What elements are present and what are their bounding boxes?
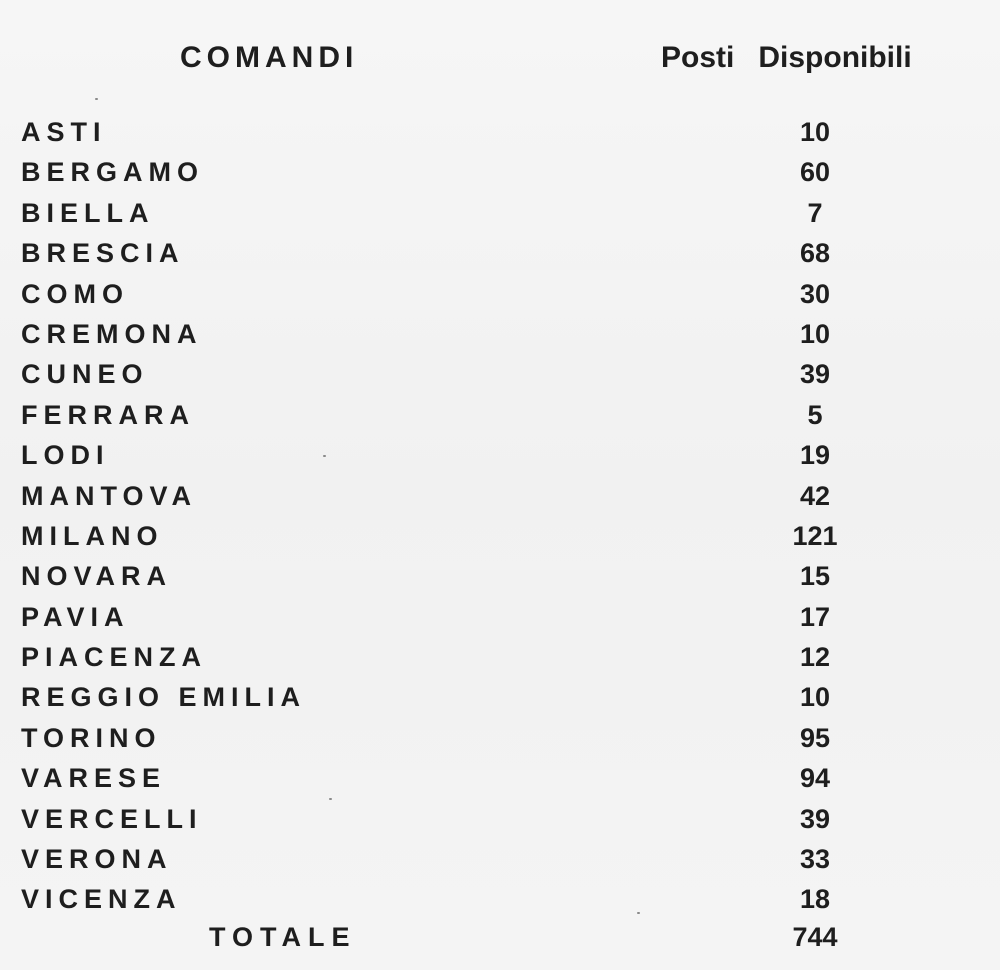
row-value: 12 — [799, 642, 831, 673]
column-header-posti: Posti — [661, 41, 735, 74]
row-value: 5 — [807, 399, 823, 430]
row-name: MANTOVA — [21, 480, 197, 511]
table-body — [0, 112, 1000, 920]
row-name: PAVIA — [21, 601, 130, 632]
row-name: VERONA — [21, 844, 173, 875]
row-name: VARESE — [21, 763, 167, 794]
row-value: 17 — [799, 601, 831, 632]
row-value: 10 — [799, 682, 831, 713]
table-row — [0, 839, 1000, 879]
row-name: BERGAMO — [21, 157, 204, 188]
total-label: TOTALE — [209, 922, 357, 952]
row-name: REGGIO EMILIA — [21, 682, 307, 713]
row-name: VICENZA — [21, 884, 182, 915]
table-row — [0, 233, 1000, 273]
table-row — [0, 799, 1000, 839]
total-value: 744 — [792, 922, 838, 952]
total-row — [0, 916, 1000, 958]
column-header-disponibili: Disponibili — [758, 41, 912, 74]
table-row — [0, 718, 1000, 758]
row-value: 19 — [799, 440, 831, 471]
row-name: CUNEO — [21, 359, 149, 390]
row-name: MILANO — [21, 520, 164, 551]
scan-speck — [329, 798, 332, 800]
table-row — [0, 354, 1000, 394]
row-value: 33 — [799, 844, 831, 875]
table-row — [0, 556, 1000, 596]
table-row — [0, 476, 1000, 516]
table-row — [0, 274, 1000, 314]
table-row — [0, 314, 1000, 354]
row-value: 18 — [799, 884, 831, 915]
row-name: COMO — [21, 278, 129, 309]
row-value: 121 — [792, 520, 838, 551]
row-value: 39 — [799, 359, 831, 390]
table-row — [0, 516, 1000, 556]
column-header-posti-disponibili — [661, 38, 912, 78]
row-value: 42 — [799, 480, 831, 511]
row-name: LODI — [21, 440, 110, 471]
table-row — [0, 879, 1000, 919]
row-value: 39 — [799, 803, 831, 834]
row-value: 10 — [799, 117, 831, 147]
row-name: NOVARA — [21, 561, 173, 592]
row-name: TORINO — [21, 722, 162, 753]
scan-speck — [95, 98, 98, 100]
scan-speck — [323, 455, 326, 457]
row-name: ASTI — [21, 117, 107, 147]
table-row — [0, 152, 1000, 192]
row-value: 30 — [799, 278, 831, 309]
row-value: 60 — [799, 157, 831, 188]
table-row — [0, 395, 1000, 435]
table-row — [0, 637, 1000, 677]
row-value: 68 — [799, 238, 831, 269]
table-row — [0, 758, 1000, 798]
table-row — [0, 112, 1000, 152]
row-value: 10 — [799, 318, 831, 349]
row-name: BRESCIA — [21, 238, 185, 269]
row-value: 95 — [799, 722, 831, 753]
table-row — [0, 597, 1000, 637]
row-value: 15 — [799, 561, 831, 592]
row-name: FERRARA — [21, 399, 195, 430]
table-row — [0, 677, 1000, 717]
row-name: BIELLA — [21, 197, 155, 228]
scan-speck — [637, 912, 640, 914]
row-value: 94 — [799, 763, 831, 794]
row-name: VERCELLI — [21, 803, 203, 834]
table-row — [0, 193, 1000, 233]
row-value: 7 — [807, 197, 823, 228]
row-name: CREMONA — [21, 318, 203, 349]
row-name: PIACENZA — [21, 642, 208, 673]
table-row — [0, 435, 1000, 475]
column-header-comandi: COMANDI — [180, 41, 359, 74]
